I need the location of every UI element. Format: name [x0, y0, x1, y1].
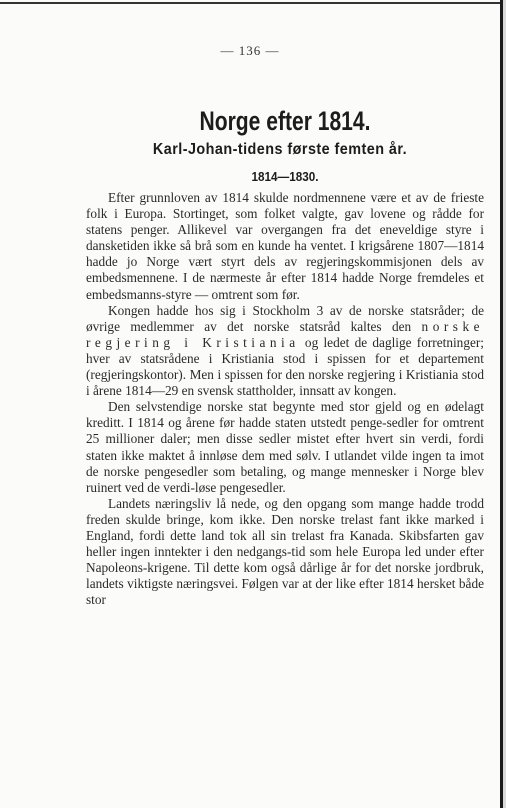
paragraph-1 — [86, 190, 484, 303]
paragraph-text: Kongen hadde hos sig i Stockholm 3 av de norske statsråder; de øvrige medlemmer av det norske statsråd kaltes den — [86, 302, 484, 334]
paragraph-text: Den selvstendige norske stat begynte med stor gjeld og en ødelagt kreditt. I 1814 og årene før hadde staten utstedt penge-sedler for omtrent 25 millioner daler; men disse sedler mistet efter hvert sin verdi, fordi staten ikke maktet å innløse dem med sølv. I utlandet vilde ingen ta imot de norske pengesedler som betaling, og mange mennesker i Norge blev ruinert ved de verdi-løse pengesedler. — [86, 399, 484, 495]
paragraph-text: Landets næringsliv lå nede, og den opgang som mange hadde trodd freden skulde bringe, kom ikke. Den norske trelast fant ikke marked i England, fordi dette land tok all sin trelast fra Kanada. Skibsfarten gav heller ingen inntekter i den nedgangs-tid som hele Europa led under efter Napoleons-krigene. Til dette kom også dårlige år for det norske jordbruk, landets viktigste næringsvei. Følgen var at der like efter 1814 hersket både stor — [86, 495, 484, 608]
paragraph-4 — [86, 496, 484, 609]
page-number: — 136 — — [220, 43, 280, 58]
body-text — [86, 190, 484, 608]
chapter-subtitle: Karl-Johan-tidens første femten år. — [152, 141, 408, 158]
chapter-years: 1814—1830. — [251, 169, 319, 184]
paragraph-text: Efter grunnloven av 1814 skulde nordmennene være et av de frieste folk i Europa. Stortinget, som folket valgte, gav lovene og rådde for statens penger. Allikevel var overgangen fra det eneveldige styre i dansketiden ikke så brå som en kunde ha ventet. I krigsårene 1807—1814 hadde jo Norge vært styrt dels av regjeringskommisjonen dels av embedsmennene. I de nærmeste år efter 1814 hadde Norge fremdeles et embedsmanns-styre — omtrent som før. — [86, 190, 484, 302]
spaced-emphasis: norske regjering i Kristiania — [86, 318, 484, 350]
paragraph-3 — [86, 399, 484, 496]
paragraph-text: og ledet de daglige forretninger; hver av statsrådene i Kristiania stod i spissen for et departement (regjeringskontor). Men i spissen for den norske regjering i Kristiania stod i årene 1814—29 en svensk stattholder, innsatt av kongen. — [86, 334, 484, 399]
chapter-title: Norge efter 1814. — [199, 106, 371, 136]
paragraph-2 — [86, 303, 484, 400]
top-rule — [0, 2, 500, 4]
